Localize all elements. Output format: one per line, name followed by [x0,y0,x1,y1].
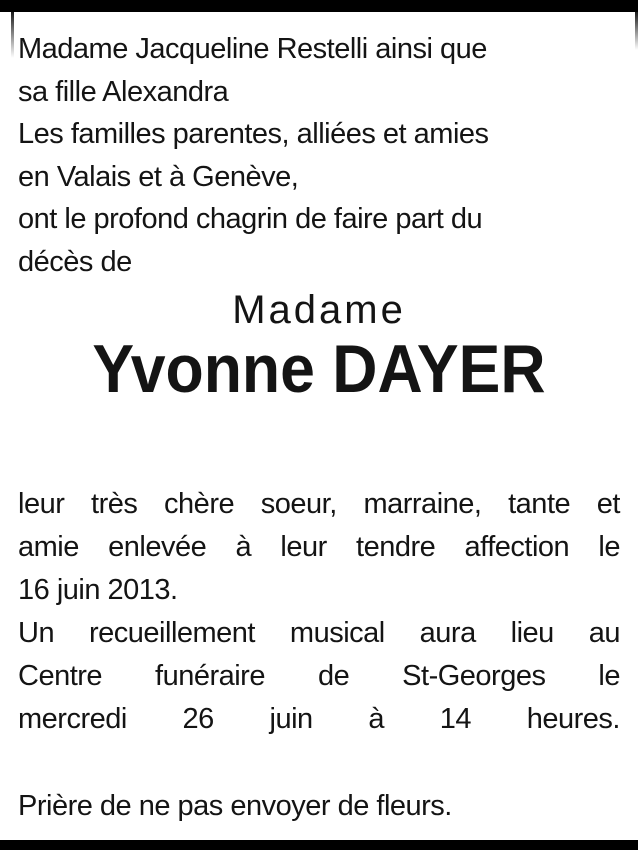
intro-line: décès de [18,245,132,278]
intro-line: sa fille Alexandra [18,75,229,108]
body-line: Un recueillement musical aura lieu au [18,617,620,649]
body-line: amie enlevée à leur tendre affection le [18,531,620,563]
deceased-name: Yvonne DAYER [92,331,546,407]
body-line: Centre funéraire de St-Georges le [18,660,620,692]
body-line: mercredi 26 juin à 14 heures. [18,703,620,735]
body-paragraph [18,483,620,741]
top-border-bar [0,0,638,12]
intro-line: ont le profond chagrin de faire part du [18,203,483,235]
bottom-border-bar [0,840,638,850]
intro-line: en Valais et à Genève, [18,160,299,193]
body-line: 16 juin 2013. [18,574,178,606]
body-line: leur très chère soeur, marraine, tante et [18,488,620,520]
notice-content [0,12,638,828]
intro-line: Les familles parentes, alliées et amies [18,118,489,150]
salutation-title: Madame [232,288,406,332]
intro-line: Madame Jacqueline Restelli ainsi que [18,33,487,65]
closing-line: Prière de ne pas envoyer de fleurs. [18,790,452,822]
intro-paragraph [18,28,620,283]
